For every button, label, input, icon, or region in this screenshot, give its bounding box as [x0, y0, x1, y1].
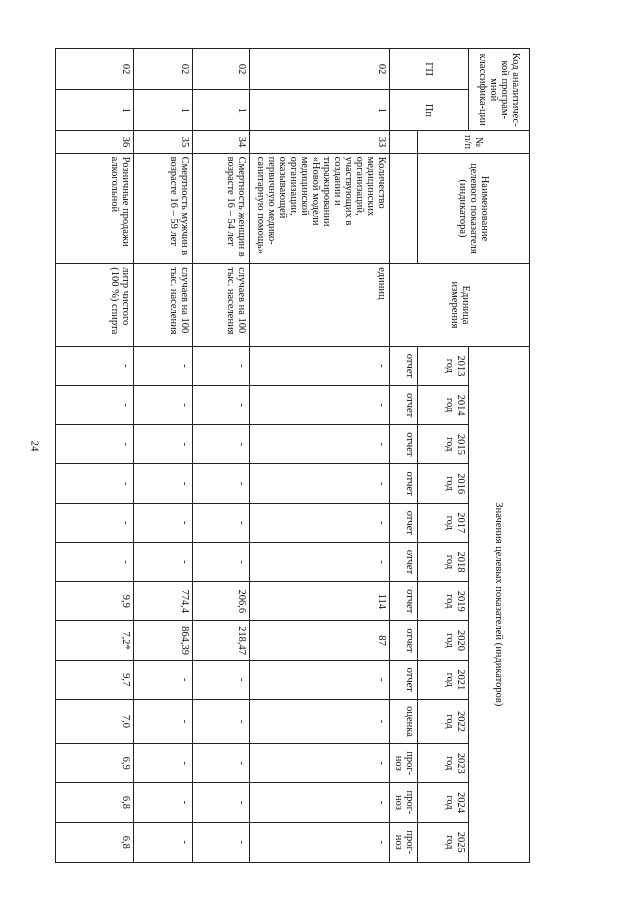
- header-name: Наименование целевого показателя (индикатора): [417, 153, 529, 264]
- rotated-page-content: [55, 48, 530, 863]
- cell-value: -: [56, 464, 134, 503]
- cell-value: -: [133, 464, 192, 503]
- cell-value: -: [133, 425, 192, 464]
- cell-num: 34: [192, 131, 249, 153]
- cell-name: Розничные продажи алкогольной: [56, 153, 134, 264]
- cell-value: -: [133, 503, 192, 542]
- cell-pp: 1: [192, 90, 249, 131]
- cell-value: -: [56, 425, 134, 464]
- header-pp: Пп: [390, 90, 469, 131]
- cell-num: 33: [250, 131, 390, 153]
- cell-name: Смертность мужчин в возрасте 16 – 59 лет: [133, 153, 192, 264]
- header-year: 2020 год: [417, 621, 468, 660]
- cell-value: -: [250, 346, 390, 385]
- cell-value: -: [192, 385, 249, 424]
- header-value-type: отчет: [390, 425, 418, 464]
- header-year: 2024 год: [417, 783, 468, 822]
- cell-value: 7,0: [56, 699, 134, 743]
- cell-value: 206,6: [192, 582, 249, 621]
- header-value-type: отчет: [390, 542, 418, 581]
- cell-value: 6,8: [56, 822, 134, 862]
- header-value-type: отчет: [390, 346, 418, 385]
- cell-num: 35: [133, 131, 192, 153]
- header-value-type: оценка: [390, 699, 418, 743]
- cell-value: -: [250, 385, 390, 424]
- cell-value: -: [250, 425, 390, 464]
- header-value-type: отчет: [390, 503, 418, 542]
- cell-unit: единиц: [250, 264, 390, 346]
- cell-value: -: [192, 425, 249, 464]
- cell-value: 7,2*: [56, 621, 134, 660]
- cell-pp: 1: [56, 90, 134, 131]
- header-value-type: прог-ноз: [390, 822, 418, 862]
- cell-gp: 02: [250, 49, 390, 90]
- cell-value: -: [56, 346, 134, 385]
- cell-value: -: [250, 744, 390, 783]
- cell-value: 6,8: [56, 783, 134, 822]
- header-value-type: отчет: [390, 660, 418, 699]
- header-value-type: отчет: [390, 582, 418, 621]
- cell-value: -: [192, 542, 249, 581]
- indicators-table: [55, 48, 530, 863]
- cell-pp: 1: [250, 90, 390, 131]
- cell-gp: 02: [192, 49, 249, 90]
- cell-value: -: [133, 699, 192, 743]
- cell-value: -: [192, 464, 249, 503]
- cell-value: -: [192, 744, 249, 783]
- header-year: 2021 год: [417, 660, 468, 699]
- cell-value: -: [192, 783, 249, 822]
- header-year: 2017 год: [417, 503, 468, 542]
- cell-name: Смертность женщин в возрасте 16 – 54 лет: [192, 153, 249, 264]
- cell-value: -: [133, 385, 192, 424]
- header-year: 2015 год: [417, 425, 468, 464]
- cell-value: -: [250, 822, 390, 862]
- cell-value: -: [133, 660, 192, 699]
- cell-gp: 02: [133, 49, 192, 90]
- header-num: № п/п: [417, 131, 529, 153]
- cell-name: Количество медицинских организаций, участвующих в создании и тиражировании «Новой модели медицинской организации, оказывающей первичную медико-санитарную помощь»: [250, 153, 390, 264]
- header-value-type: прог-ноз: [390, 783, 418, 822]
- cell-value: -: [250, 783, 390, 822]
- cell-unit: случаев на 100 тыс. населения: [192, 264, 249, 346]
- cell-value: 6,9: [56, 744, 134, 783]
- cell-gp: 02: [56, 49, 134, 90]
- cell-value: -: [250, 464, 390, 503]
- header-year: 2022 год: [417, 699, 468, 743]
- header-values-group: Значения целевых показателей (индикаторов): [468, 346, 529, 862]
- cell-value: 9,9: [56, 582, 134, 621]
- cell-value: -: [56, 503, 134, 542]
- cell-value: -: [192, 660, 249, 699]
- cell-value: -: [133, 822, 192, 862]
- cell-value: -: [250, 542, 390, 581]
- page-number: 24: [28, 440, 41, 452]
- header-gp: ГП: [390, 49, 469, 90]
- header-value-type: отчет: [390, 464, 418, 503]
- header-year: 2013 год: [417, 346, 468, 385]
- cell-value: -: [250, 660, 390, 699]
- header-name-blank: [390, 153, 418, 264]
- cell-value: -: [133, 542, 192, 581]
- header-unit: Единица измерения: [390, 264, 530, 346]
- header-value-type: отчет: [390, 385, 418, 424]
- header-code: Код аналитичес-кой програм-мной классифика-ции: [468, 49, 529, 131]
- header-num-blank: [390, 131, 418, 153]
- cell-value: -: [56, 385, 134, 424]
- cell-value: 9,7: [56, 660, 134, 699]
- cell-value: -: [250, 699, 390, 743]
- cell-value: 218,47: [192, 621, 249, 660]
- header-value-type: прог-ноз: [390, 744, 418, 783]
- header-year: 2019 год: [417, 582, 468, 621]
- cell-value: -: [56, 542, 134, 581]
- cell-pp: 1: [133, 90, 192, 131]
- cell-value: 87: [250, 621, 390, 660]
- header-year: 2023 год: [417, 744, 468, 783]
- table-row: [133, 49, 192, 863]
- table-row: [192, 49, 249, 863]
- cell-value: -: [192, 503, 249, 542]
- cell-value: -: [250, 503, 390, 542]
- header-year: 2014 год: [417, 385, 468, 424]
- cell-unit: случаев на 100 тыс. населения: [133, 264, 192, 346]
- header-value-type: отчет: [390, 621, 418, 660]
- cell-num: 36: [56, 131, 134, 153]
- table-row: [250, 49, 390, 863]
- header-year: 2018 год: [417, 542, 468, 581]
- header-year: 2016 год: [417, 464, 468, 503]
- cell-value: -: [192, 822, 249, 862]
- cell-value: -: [133, 346, 192, 385]
- cell-value: 774,4: [133, 582, 192, 621]
- cell-value: -: [133, 744, 192, 783]
- cell-value: -: [133, 783, 192, 822]
- cell-value: 114: [250, 582, 390, 621]
- table-row: [56, 49, 134, 863]
- cell-value: -: [192, 346, 249, 385]
- cell-value: -: [192, 699, 249, 743]
- cell-value: 864,39: [133, 621, 192, 660]
- cell-unit: литр чистого (100 %) спирта: [56, 264, 134, 346]
- header-year: 2025 год: [417, 822, 468, 862]
